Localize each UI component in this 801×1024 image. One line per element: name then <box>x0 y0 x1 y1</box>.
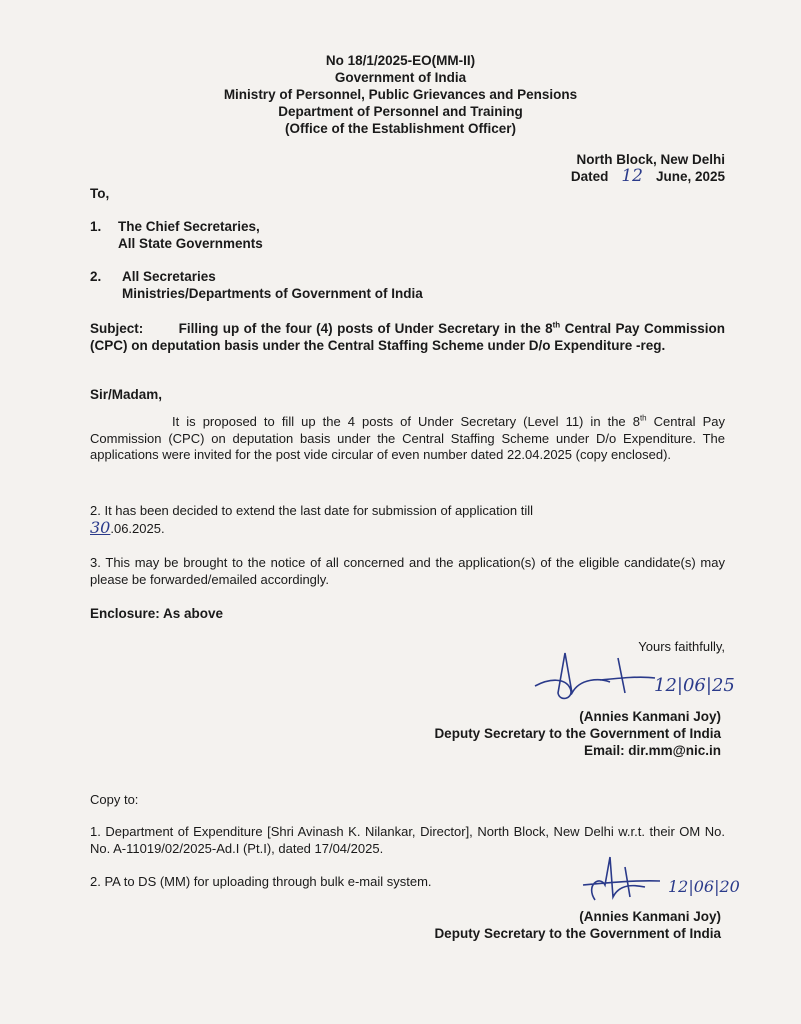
signatory-email: Email: dir.mm@nic.in <box>584 743 721 758</box>
government: Government of India <box>334 70 467 85</box>
date-line <box>571 168 725 185</box>
signature-2-date: 12|06|20 <box>668 877 740 896</box>
office: (Office of the Establishment Officer) <box>284 121 517 136</box>
paragraph-3: 3. This may be brought to the notice of all concerned and the application(s) of the eligible candidate(s) may please be forwarded/emailed accordingly. <box>90 555 725 587</box>
copy-to-item-2: 2. PA to DS (MM) for uploading through bulk e-mail system. <box>90 874 432 889</box>
closing: Yours faithfully, <box>638 639 725 654</box>
department: Department of Personnel and Training <box>278 104 523 119</box>
signatory-designation: Deputy Secretary to the Government of India <box>434 726 721 741</box>
place-date <box>571 151 725 185</box>
subject: Subject: Filling up of the four (4) posts of Under Secretary in the 8th Central Pay Commission (CPC) on deputation basis under the Central Staffing Scheme under D/o Expenditure -reg. <box>90 320 725 353</box>
copy-to-label: Copy to: <box>90 792 139 807</box>
paragraph-2: 2. It has been decided to extend the last date for submission of application till 30.06.2025. <box>90 503 533 537</box>
ministry: Ministry of Personnel, Public Grievances and Pensions <box>223 87 578 102</box>
to-label: To, <box>90 186 110 201</box>
copy-to-item-1: 1. Department of Expenditure [Shri Avinash K. Nilankar, Director], North Block, New Delhi w.r.t. their OM No. No. A-11019/02/2025-Ad.I (Pt.I), dated 17/04/2025. <box>90 824 725 856</box>
paragraph-1: It is proposed to fill up the 4 posts of Under Secretary (Level 11) in the 8th Central Pay Commission (CPC) on deputation basis under the Central Staffing Scheme under D/o Expenditure. The applications were invited for the post vide circular of even number dated 22.04.2025 (copy enclosed). <box>90 413 725 462</box>
recipient-number: 1. <box>90 219 102 234</box>
recipient-1 <box>90 219 263 252</box>
recipient-2 <box>90 269 423 302</box>
handwritten-day: 12 <box>621 166 643 186</box>
date-prefix: Dated <box>570 169 609 184</box>
signature-1-date: 12|06|25 <box>654 675 735 696</box>
file-number: No 18/1/2025-EO(MM-II) <box>325 53 476 68</box>
signatory-name: (Annies Kanmani Joy) <box>579 709 721 724</box>
signatory-designation: Deputy Secretary to the Government of India <box>434 926 721 941</box>
signature-2-image <box>575 855 665 910</box>
handwritten-date: 30 <box>90 517 111 537</box>
signatory-name: (Annies Kanmani Joy) <box>579 909 721 924</box>
recipient-line1: The Chief Secretaries, <box>118 219 260 234</box>
recipient-line2: All State Governments <box>118 235 263 251</box>
place: North Block, New Delhi <box>576 152 725 167</box>
recipient-line1: All Secretaries <box>122 269 216 284</box>
subject-label: Subject: <box>90 321 144 336</box>
recipient-number: 2. <box>90 269 102 284</box>
enclosure: Enclosure: As above <box>90 606 224 621</box>
recipient-line2: Ministries/Departments of Government of India <box>122 285 423 301</box>
date-suffix: June, 2025 <box>655 169 725 184</box>
salutation: Sir/Madam, <box>90 387 163 402</box>
signatory-1 <box>434 708 721 759</box>
signatory-2 <box>434 908 721 942</box>
letterhead <box>0 52 801 137</box>
